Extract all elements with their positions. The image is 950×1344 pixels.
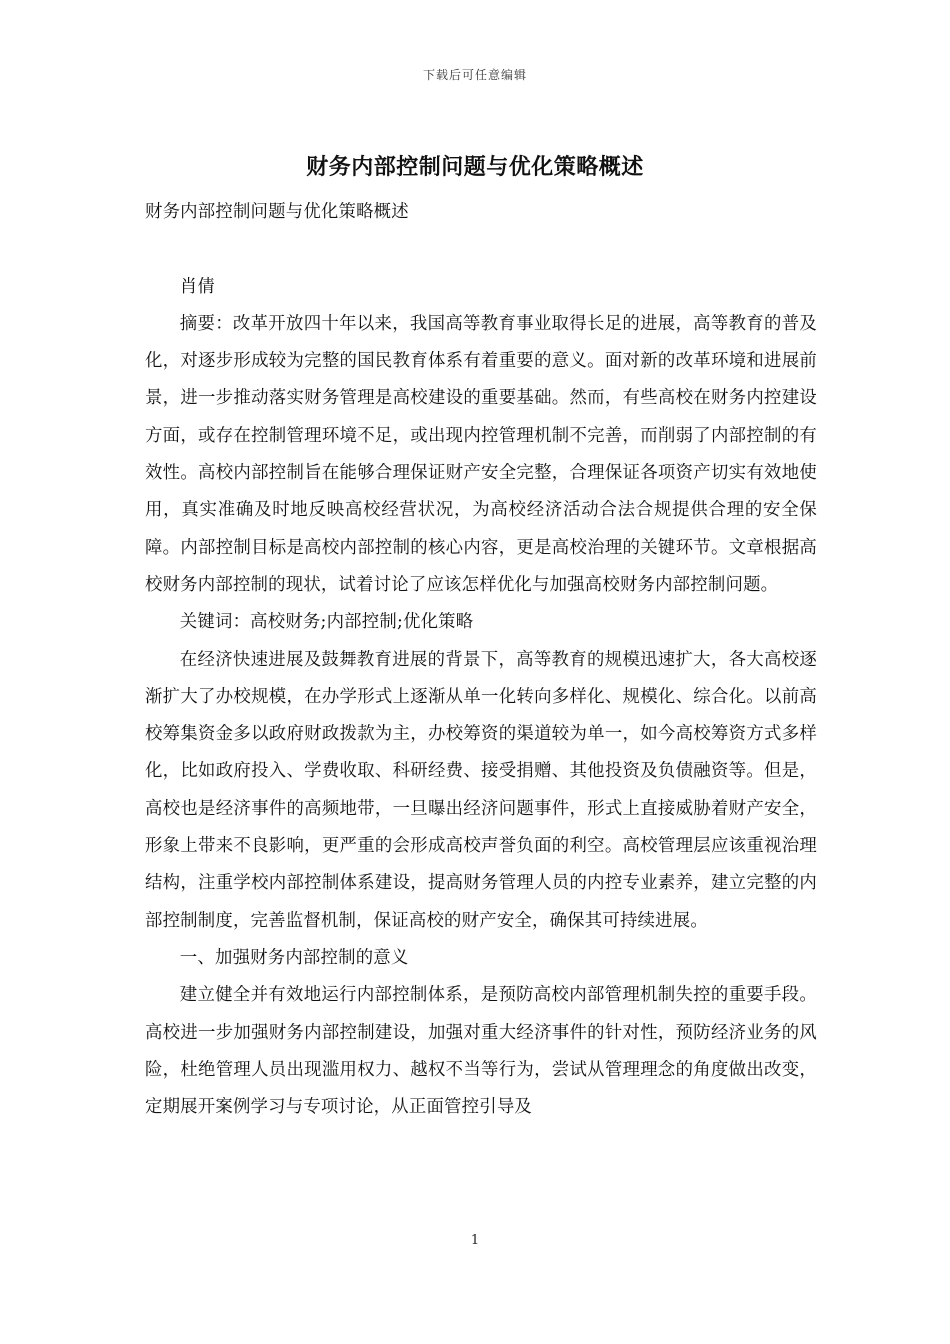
document-body [145,194,817,1126]
page-number: 1 [470,1233,480,1248]
abstract-paragraph: 摘要：改革开放四十年以来，我国高等教育事业取得长足的进展，高等教育的普及化，对逐步形成较为完整的国民教育体系有着重要的意义。面对新的改革环境和进展前景，进一步推动落实财务管理是高校建设的重要基础。然而，有些高校在财务内控建设方面，或存在控制管理环境不足，或出现内控管理机制不完善，而削弱了内部控制的有效性。高校内部控制旨在能够合理保证财产安全完整，合理保证各项资产切实有效地使用，真实准确及时地反映高校经营状况，为高校经济活动合法合规提供合理的安全保障。内部控制目标是高校内部控制的核心内容，更是高校治理的关键环节。文章根据高校财务内部控制的现状，试着讨论了应该怎样优化与加强高校财务内部控制问题。 [145,313,817,595]
keywords-line: 关键词：高校财务;内部控制;优化策略 [179,612,474,633]
section-paragraph: 建立健全并有效地运行内部控制体系，是预防高校内部管理机制失控的重要手段。高校进一步加强财务内部控制建设，加强对重大经济事件的针对性，预防经济业务的风险，杜绝管理人员出现滥用权力、越权不当等行为，尝试从管理理念的角度做出改变，定期展开案例学习与专项讨论，从正面管控引导及 [145,985,817,1118]
header-note: 下载后可任意编辑 [422,68,527,82]
document-title: 财务内部控制问题与优化策略概述 [306,154,644,180]
document-subtitle: 财务内部控制问题与优化策略概述 [145,202,409,222]
intro-paragraph: 在经济快速进展及鼓舞教育进展的背景下，高等教育的规模迅速扩大，各大高校逐渐扩大了办校规模，在办学形式上逐渐从单一化转向多样化、规模化、综合化。以前高校筹集资金多以政府财政拨款为主，办校筹资的渠道较为单一，如今高校筹资方式多样化，比如政府投入、学费收取、科研经费、接受捐赠、其他投资及负债融资等。但是，高校也是经济事件的高频地带，一旦曝出经济问题事件，形式上直接威胁着财产安全，形象上带来不良影响，更严重的会形成高校声誉负面的利空。高校管理层应该重视治理结构，注重学校内部控制体系建设，提高财务管理人员的内控专业素养，建立完整的内部控制制度，完善监督机制，保证高校的财产安全，确保其可持续进展。 [145,649,817,931]
author-name: 肖倩 [179,276,215,297]
blank-line [145,231,817,268]
section-heading: 一、加强财务内部控制的意义 [179,947,409,968]
